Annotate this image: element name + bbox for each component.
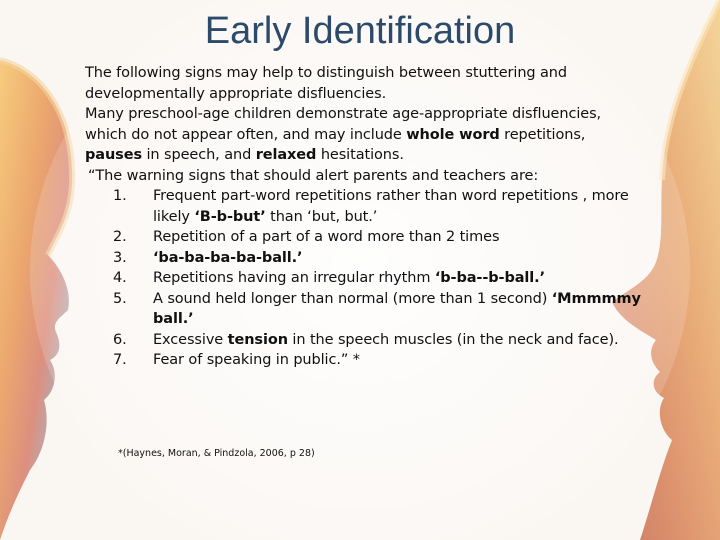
item-bold-text: ‘b-ba--b-ball.’	[434, 270, 545, 286]
item-number: 4.	[113, 270, 127, 286]
item-number: 5.	[113, 290, 127, 307]
list-item	[85, 350, 645, 371]
bold-term-pauses: pauses	[85, 147, 142, 163]
bold-term-relaxed: relaxed	[255, 147, 317, 163]
item-text: Fear of speaking in public.” *	[153, 352, 360, 368]
item-bold-text: ‘ba-ba-ba-ba-ball.’	[153, 249, 303, 266]
item-text: Repetitions having an irregular rhythm	[153, 270, 435, 286]
intro-text: Many preschool-age children demonstrate age-appropriate disfluencies, which do not appear often, and may include	[85, 106, 602, 143]
list-item	[85, 330, 645, 351]
intro-text: repetitions,	[499, 126, 586, 143]
bold-term-whole-word: whole word	[406, 126, 500, 143]
item-text: Repetition of a part of a word more than 2 times	[153, 229, 500, 245]
list-item	[85, 227, 645, 248]
item-number: 6.	[113, 331, 127, 348]
item-text: Frequent part-word repetitions rather than word repetitions , more likely	[153, 188, 629, 225]
intro-paragraph-3: “The warning signs that should alert parents and teachers are:	[88, 167, 539, 184]
slide-title: Early Identification	[204, 10, 516, 52]
item-number: 2.	[113, 229, 127, 245]
intro-paragraph-2	[85, 104, 645, 166]
list-item	[85, 268, 645, 289]
item-number: 3.	[113, 249, 127, 266]
item-text: than ‘but, but.’	[265, 208, 378, 225]
item-bold-text: tension	[227, 331, 288, 348]
list-item	[85, 289, 645, 330]
list-item	[85, 186, 645, 227]
citation: *(Haynes, Moran, & Pindzola, 2006, p 28)	[118, 448, 315, 459]
item-text: in the speech muscles (in the neck and face).	[287, 331, 619, 348]
slide-body	[85, 63, 645, 371]
intro-paragraph-1: The following signs may help to distinguish between stuttering and developmentally appropriate disfluencies.	[85, 65, 568, 102]
item-text: A sound held longer than normal (more than 1 second)	[153, 290, 552, 307]
item-text: Excessive	[153, 331, 228, 348]
list-item	[85, 248, 645, 269]
warning-signs-list	[85, 186, 645, 371]
item-bold-text: ‘B-b-but’	[194, 208, 266, 225]
item-number: 1.	[113, 188, 127, 204]
item-number: 7.	[113, 352, 127, 368]
item-bold-text: ‘Mmmmmy ball.’	[153, 290, 641, 327]
intro-text: hesitations.	[316, 147, 404, 163]
intro-text: in speech, and	[141, 147, 256, 163]
